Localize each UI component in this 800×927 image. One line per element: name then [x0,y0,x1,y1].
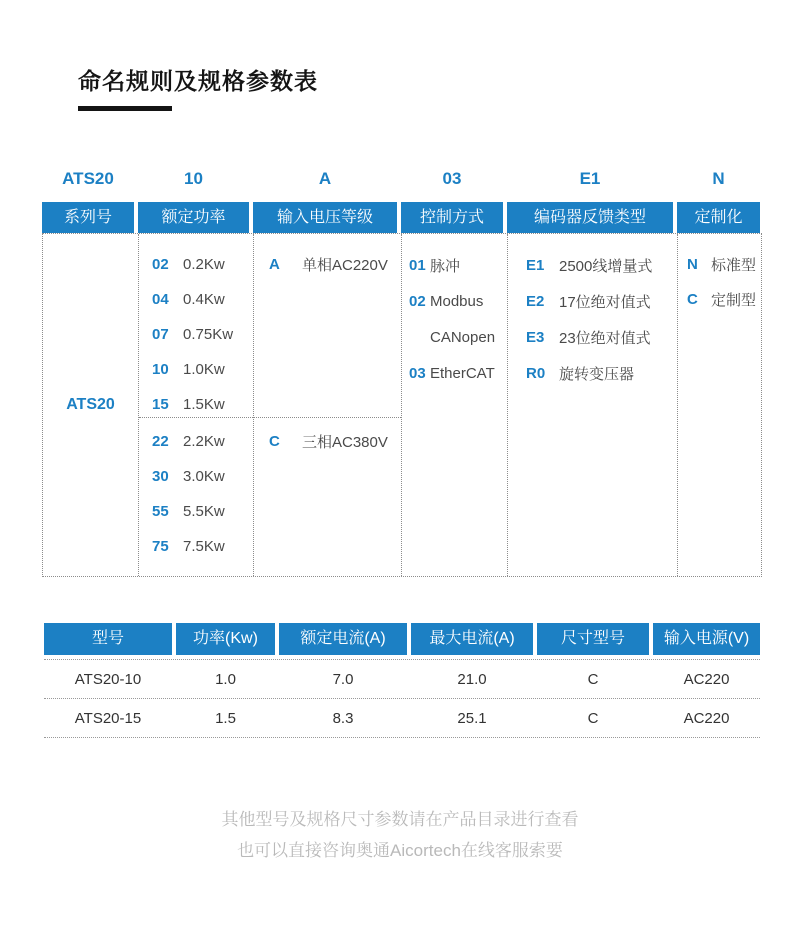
naming-code-encoder: E1 [579,169,601,188]
encoder-option [508,247,677,283]
option-label: 1.5Kw [183,396,225,413]
option-label: 0.75Kw [183,326,234,343]
power-option [139,387,253,422]
naming-code-custom: N [712,169,725,188]
option-label: 0.2Kw [183,256,225,273]
option-label: CANopen [430,328,496,346]
control-column [402,234,508,576]
option-label: 17位绝对值式 [559,293,651,311]
cell-size-type: C [587,709,599,727]
option-code: 01 [409,256,426,274]
spec-header-rated-current: 额定电流(A) [279,623,407,655]
option-code: C [269,433,280,450]
power-option [139,317,253,352]
option-label: 1.0Kw [183,361,225,378]
option-code: 04 [152,291,169,308]
encoder-options [508,234,677,391]
option-label: 5.5Kw [183,503,225,520]
encoder-option [508,283,677,319]
option-label: 标准型 [711,257,757,274]
control-option [402,319,507,355]
cell-input-supply: AC220 [683,709,730,727]
title-underline [78,106,172,111]
option-code: E1 [526,256,545,274]
encoder-option [508,319,677,355]
footer-note [0,804,800,866]
naming-code-voltage: A [318,169,332,188]
naming-code-row [42,168,760,190]
option-code: 30 [152,468,169,485]
custom-column [678,234,761,576]
header-rated-power: 额定功率 [138,202,249,233]
footer-note-line2: 也可以直接咨询奥通Aicortech在线客服索要 [237,841,563,860]
footer-note-line1: 其他型号及规格尺寸参数请在产品目录进行查看 [221,810,579,829]
cell-size-type: C [587,670,599,688]
option-label: 脉冲 [430,257,461,275]
spec-header-row [44,623,760,655]
naming-code-control: 03 [442,169,462,188]
spec-header-input-supply: 输入电源(V) [653,623,760,655]
custom-option [678,247,761,282]
encoder-option [508,355,677,391]
series-column [43,234,139,576]
option-label: 单相AC220V [302,257,388,274]
option-label: 2.2Kw [183,433,225,450]
encoder-column [508,234,678,576]
cell-power: 1.0 [215,670,236,688]
spec-header-model: 型号 [44,623,172,655]
voltage-group-2 [254,418,401,459]
cell-power: 1.5 [215,709,236,727]
header-control-mode: 控制方式 [401,202,503,233]
option-code: R0 [526,364,546,382]
power-option [139,529,253,564]
option-code: E2 [526,292,545,310]
option-code: 55 [152,503,169,520]
option-code: 02 [152,256,169,273]
control-options [402,234,507,391]
option-code: 07 [152,326,169,343]
custom-options [678,234,761,317]
option-label: 3.0Kw [183,468,225,485]
power-option [139,352,253,387]
spec-header-size-type: 尺寸型号 [537,623,649,655]
voltage-column [254,234,402,576]
cell-max-current: 21.0 [457,670,487,688]
option-label: 2500线增量式 [559,257,653,275]
cell-model: ATS20-15 [74,709,142,727]
table-row [44,699,760,738]
power-group-2 [139,418,253,564]
option-label: 7.5Kw [183,538,225,555]
power-option [139,424,253,459]
cell-rated-current: 8.3 [332,709,354,727]
custom-option [678,282,761,317]
cell-max-current: 25.1 [457,709,487,727]
power-column [139,234,254,576]
naming-header-row [42,202,760,233]
voltage-option [254,247,401,282]
header-encoder-feedback: 编码器反馈类型 [507,202,673,233]
option-code: A [269,256,280,273]
spec-table-body [44,659,760,738]
spec-header-power: 功率(Kw) [176,623,275,655]
option-code: 02 [409,292,426,310]
option-code: 75 [152,538,169,555]
spec-header-max-current: 最大电流(A) [411,623,533,655]
option-label: Modbus [430,292,484,310]
spec-table [44,623,760,738]
cell-rated-current: 7.0 [332,670,354,688]
option-label: 23位绝对值式 [559,329,651,347]
option-code: 22 [152,433,169,450]
option-code: 10 [152,361,169,378]
cell-model: ATS20-10 [74,670,142,688]
series-value: ATS20 [66,396,115,413]
page-title: 命名规则及规格参数表 [78,68,318,94]
control-option [402,247,507,283]
voltage-group-1 [254,234,401,418]
option-label: 旋转变压器 [559,365,635,383]
power-option [139,459,253,494]
option-code: 03 [409,364,426,382]
option-label: 三相AC380V [302,434,388,451]
cell-input-supply: AC220 [683,670,730,688]
option-code: E3 [526,328,545,346]
power-option [139,282,253,317]
naming-code-power: 10 [184,169,203,188]
option-code: N [687,256,698,273]
naming-table-body [42,233,762,577]
header-input-voltage: 输入电压等级 [253,202,397,233]
option-label: 定制型 [711,292,757,309]
voltage-option [254,424,401,459]
option-code: 15 [152,396,169,413]
power-option [139,494,253,529]
option-label: EtherCAT [430,364,495,382]
header-customization: 定制化 [677,202,760,233]
naming-code-series: ATS20 [62,169,114,188]
control-option [402,283,507,319]
header-series: 系列号 [42,202,134,233]
control-option [402,355,507,391]
power-group-1 [139,234,253,418]
option-label: 0.4Kw [183,291,225,308]
table-row [44,660,760,699]
option-code: C [687,291,698,308]
power-option [139,247,253,282]
